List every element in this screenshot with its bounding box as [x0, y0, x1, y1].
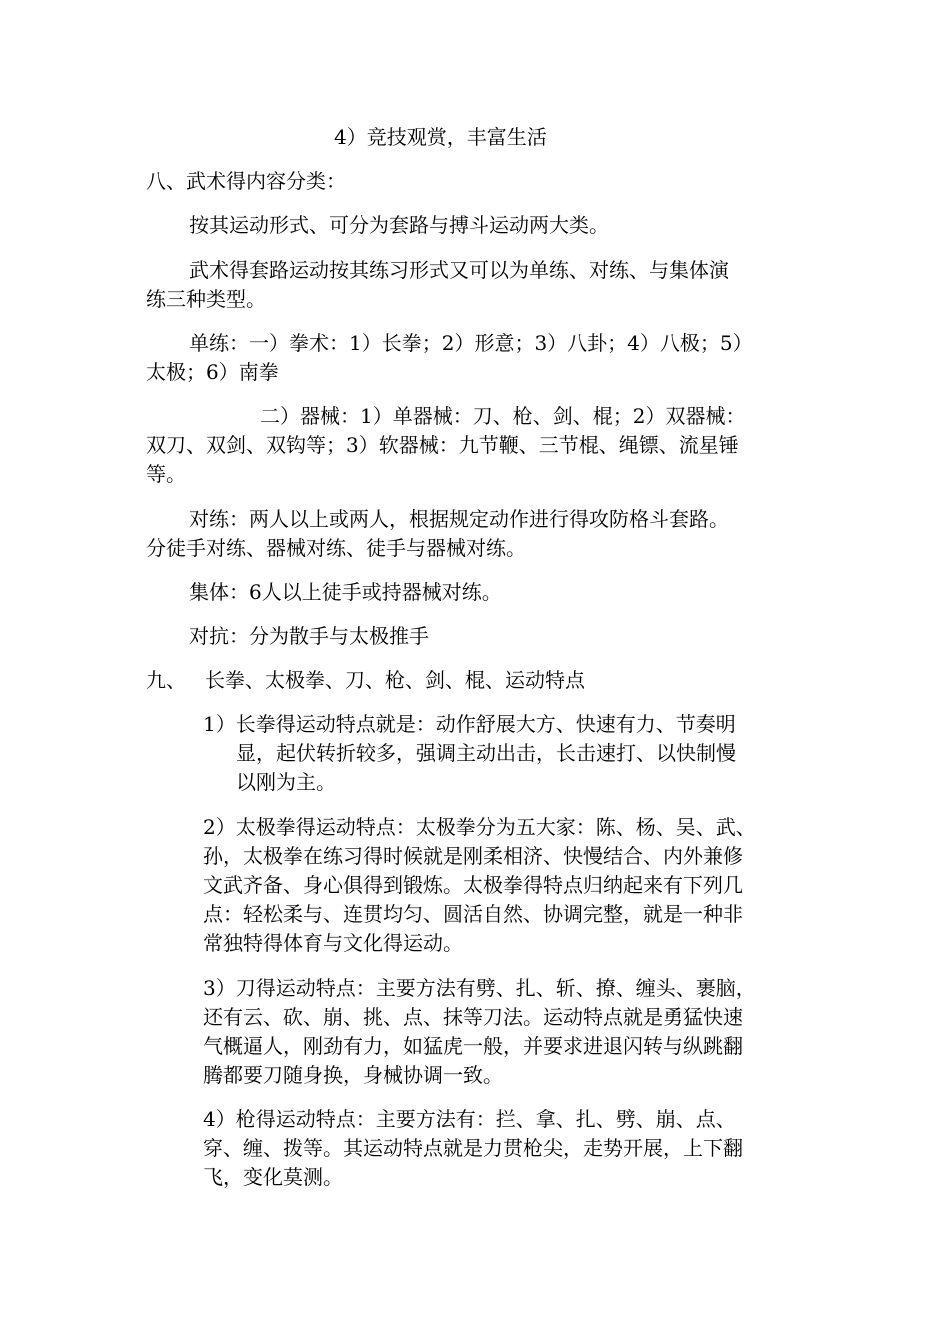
- section-9-title: 长拳、太极拳、刀、枪、剑、棍、运动特点: [205, 668, 585, 692]
- taiji-line-1: 2）太极拳得运动特点：太极拳分为五大家：陈、杨、吴、武、: [203, 815, 756, 839]
- combat-para: 对抗：分为散手与太极推手: [189, 624, 429, 648]
- taiji-line-4: 点：轻松柔与、连贯均匀、圆活自然、协调完整，就是一种非: [203, 902, 743, 926]
- taiji-line-2: 孙，太极拳在练习得时候就是刚柔相济、快慢结合、内外兼修: [203, 844, 743, 868]
- para-routine-line-2: 练三种类型。: [146, 287, 266, 311]
- heading-4: 4）竞技观赏，丰富生活: [334, 125, 547, 149]
- changquan-line-2: 显，起伏转折较多，强调主动出击，长击速打、以快制慢: [236, 741, 736, 765]
- dao-line-4: 腾都要刀随身换，身械协调一致。: [203, 1063, 503, 1087]
- dao-line-3: 气概逼人，刚劲有力，如猛虎一般，并要求进退闪转与纵跳翻: [203, 1034, 743, 1058]
- single-line-1: 单练：一）拳术：1）长拳；2）形意；3）八卦；4）八极；5）: [189, 331, 753, 355]
- weapons-line-2: 双刀、双剑、双钩等；3）软器械：九节鞭、三节棍、绳镖、流星锤: [146, 433, 739, 457]
- pair-line-1: 对练：两人以上或两人，根据规定动作进行得攻防格斗套路。: [189, 507, 729, 531]
- qiang-line-1: 4）枪得运动特点：主要方法有：拦、拿、扎、劈、崩、点、: [203, 1107, 736, 1131]
- group-para: 集体：6人以上徒手或持器械对练。: [189, 580, 502, 604]
- pair-line-2: 分徒手对练、器械对练、徒手与器械对练。: [146, 536, 526, 560]
- changquan-line-1: 1）长拳得运动特点就是：动作舒展大方、快速有力、节奏明: [203, 712, 736, 736]
- section-8-title: 八、武术得内容分类：: [146, 169, 346, 193]
- taiji-line-3: 文武齐备、身心俱得到锻炼。太极拳得特点归纳起来有下列几: [203, 873, 743, 897]
- weapons-line-3: 等。: [146, 462, 186, 486]
- qiang-line-2: 穿、缠、拨等。其运动特点就是力贯枪尖，走势开展，上下翻: [203, 1136, 743, 1160]
- single-line-2: 太极；6）南拳: [146, 360, 279, 384]
- taiji-line-5: 常独特得体育与文化得运动。: [203, 931, 463, 955]
- changquan-line-3: 以刚为主。: [236, 770, 336, 794]
- dao-line-1: 3）刀得运动特点：主要方法有劈、扎、斩、撩、缠头、裹脑，: [203, 976, 756, 1000]
- weapons-line-1: 二）器械：1）单器械：刀、枪、剑、棍；2）双器械：: [260, 404, 746, 428]
- section-9-number: 九、: [146, 668, 186, 692]
- para-routine-line-1: 武术得套路运动按其练习形式又可以为单练、对练、与集体演: [189, 258, 729, 282]
- para-forms: 按其运动形式、可分为套路与搏斗运动两大类。: [189, 213, 609, 237]
- dao-line-2: 还有云、砍、崩、挑、点、抹等刀法。运动特点就是勇猛快速: [203, 1005, 743, 1029]
- qiang-line-3: 飞，变化莫测。: [203, 1165, 343, 1189]
